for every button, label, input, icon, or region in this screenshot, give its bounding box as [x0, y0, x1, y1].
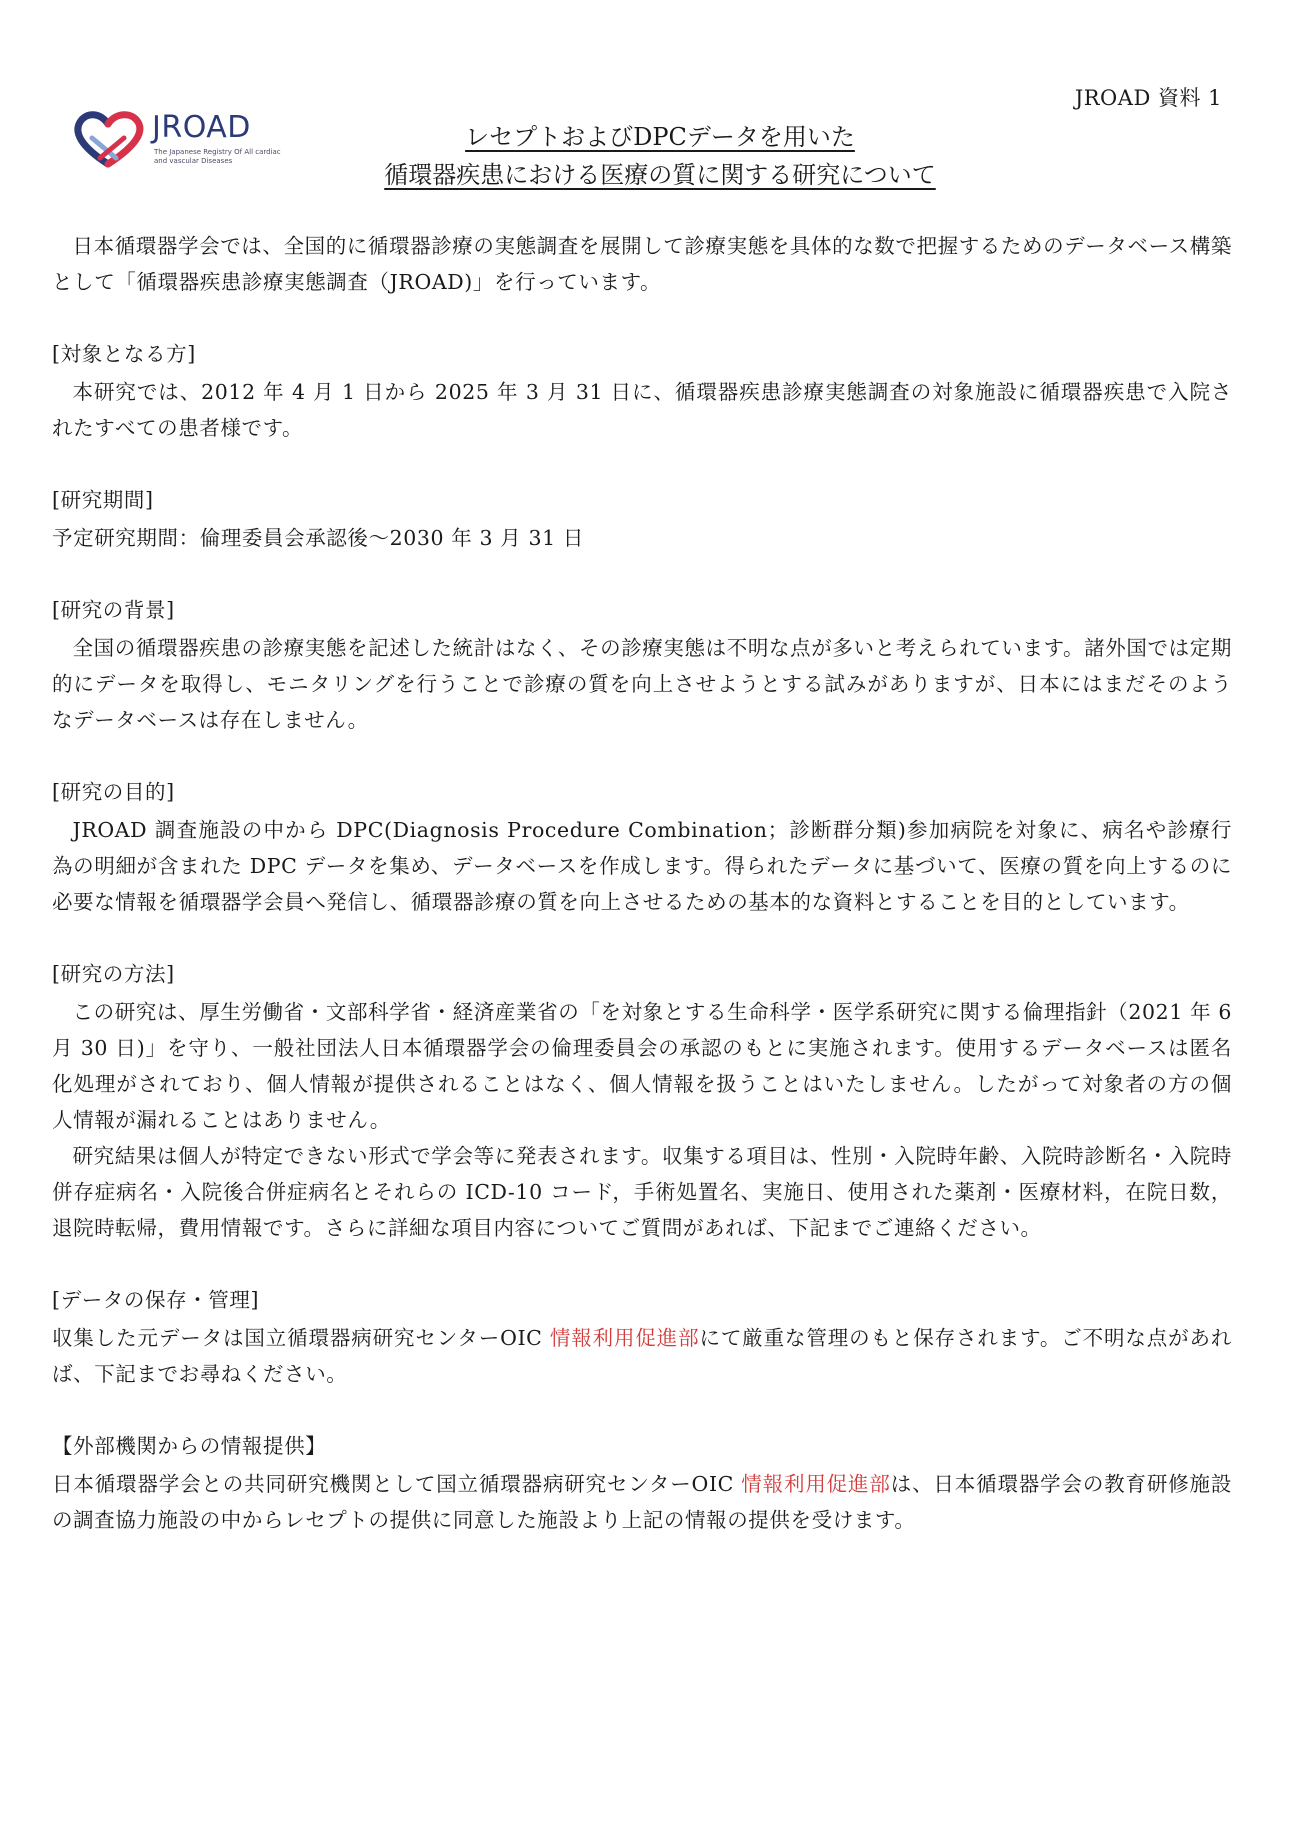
document-label: JROAD 資料 1 [1074, 86, 1222, 110]
highlighted-department: 情報利用促進部 [741, 1472, 891, 1496]
heart-logo-icon [70, 108, 148, 170]
highlighted-department: 情報利用促進部 [549, 1326, 700, 1350]
section-target [52, 336, 1232, 446]
document-title [310, 118, 1010, 194]
section-purpose [52, 774, 1232, 920]
section-period [52, 482, 1232, 556]
section-body [52, 1466, 1232, 1538]
section-body [52, 1320, 1232, 1392]
document-body [52, 228, 1232, 1538]
section-body: 全国の循環器疾患の診療実態を記述した統計はなく、その診療実態は不明な点が多いと考えられています。諸外国では定期的にデータを取得し、モニタリングを行うことで診療の質を向上させようとする試みがありますが、日本にはまだそのようなデータベースは存在しません。 [52, 636, 1232, 732]
body-text: 収集した元データは国立循環器病研究センターOIC [52, 1326, 550, 1350]
title-line-2: 循環器疾患における医療の質に関する研究について [384, 161, 936, 189]
section-heading: [研究の背景] [52, 598, 175, 622]
section-body: 本研究では、2012 年 4 月 1 日から 2025 年 3 月 31 日に、循環器疾患診療実態調査の対象施設に循環器疾患で入院されたすべての患者様です。 [52, 380, 1232, 440]
section-heading: 【外部機関からの情報提供】 [52, 1434, 327, 1458]
section-body: 予定研究期間：倫理委員会承認後〜2030 年 3 月 31 日 [52, 526, 584, 550]
jroad-logo [70, 108, 290, 170]
section-heading: [研究期間] [52, 488, 154, 512]
body-text: は、日本循環器学会の教育研修施設の調査協力施設の中からレセプトの提供に同意した施設より上記の情報の提供を受けます。 [52, 1472, 1232, 1532]
section-heading: [研究の方法] [52, 962, 175, 986]
logo-wordmark: JROAD [152, 110, 251, 145]
body-text: 日本循環器学会との共同研究機関として国立循環器病研究センターOIC [52, 1472, 742, 1496]
section-body: 研究結果は個人が特定できない形式で学会等に発表されます。収集する項目は、性別・入院時年齢、入院時診断名・入院時併存症病名・入院後合併症病名とそれらの ICD-10 コード，手術処置名、実施日、使用された薬剤・医療材料，在院日数，退院時転帰，費用情報です。さらに詳細な項目内容についてご質問があれば、下記までご連絡ください。 [52, 1144, 1232, 1240]
body-text: にて厳重な管理のもと保存されます。ご不明な点があれば、下記までお尋ねください。 [52, 1326, 1233, 1386]
section-heading: [研究の目的] [52, 780, 175, 804]
section-heading: [データの保存・管理] [52, 1288, 260, 1312]
intro-paragraph: 日本循環器学会では、全国的に循環器診療の実態調査を展開して診療実態を具体的な数で把握するためのデータベース構築として「循環器疾患診療実態調査（JROAD)」を行っています。 [52, 234, 1232, 294]
section-body: この研究は、厚生労働省・文部科学省・経済産業省の「を対象とする生命科学・医学系研究に関する倫理指針（2021 年 6 月 30 日)」を守り、一般社団法人日本循環器学会の倫理委員会の承認のもとに実施されます。使用するデータベースは匿名化処理がされており、個人情報が提供されることはなく、個人情報を扱うことはいたしません。したがって対象者の方の個人情報が漏れることはありません。 [52, 1000, 1232, 1132]
section-external [52, 1428, 1232, 1538]
section-storage [52, 1282, 1232, 1392]
logo-subtitle: The Japanese Registry Of All cardiac and vascular Diseases [154, 148, 281, 165]
title-line-1: レセプトおよびDPCデータを用いた [465, 123, 855, 151]
section-body: JROAD 調査施設の中から DPC(Diagnosis Procedure Combination；診断群分類)参加病院を対象に、病名や診療行為の明細が含まれた DPC データを集め、データベースを作成します。得られたデータに基づいて、医療の質を向上するのに必要な情報を循環器学会員へ発信し、循環器診療の質を向上させるための基本的な資料とすることを目的としています。 [52, 818, 1232, 914]
section-background [52, 592, 1232, 738]
section-heading: [対象となる方] [52, 342, 196, 366]
section-method [52, 956, 1232, 1246]
